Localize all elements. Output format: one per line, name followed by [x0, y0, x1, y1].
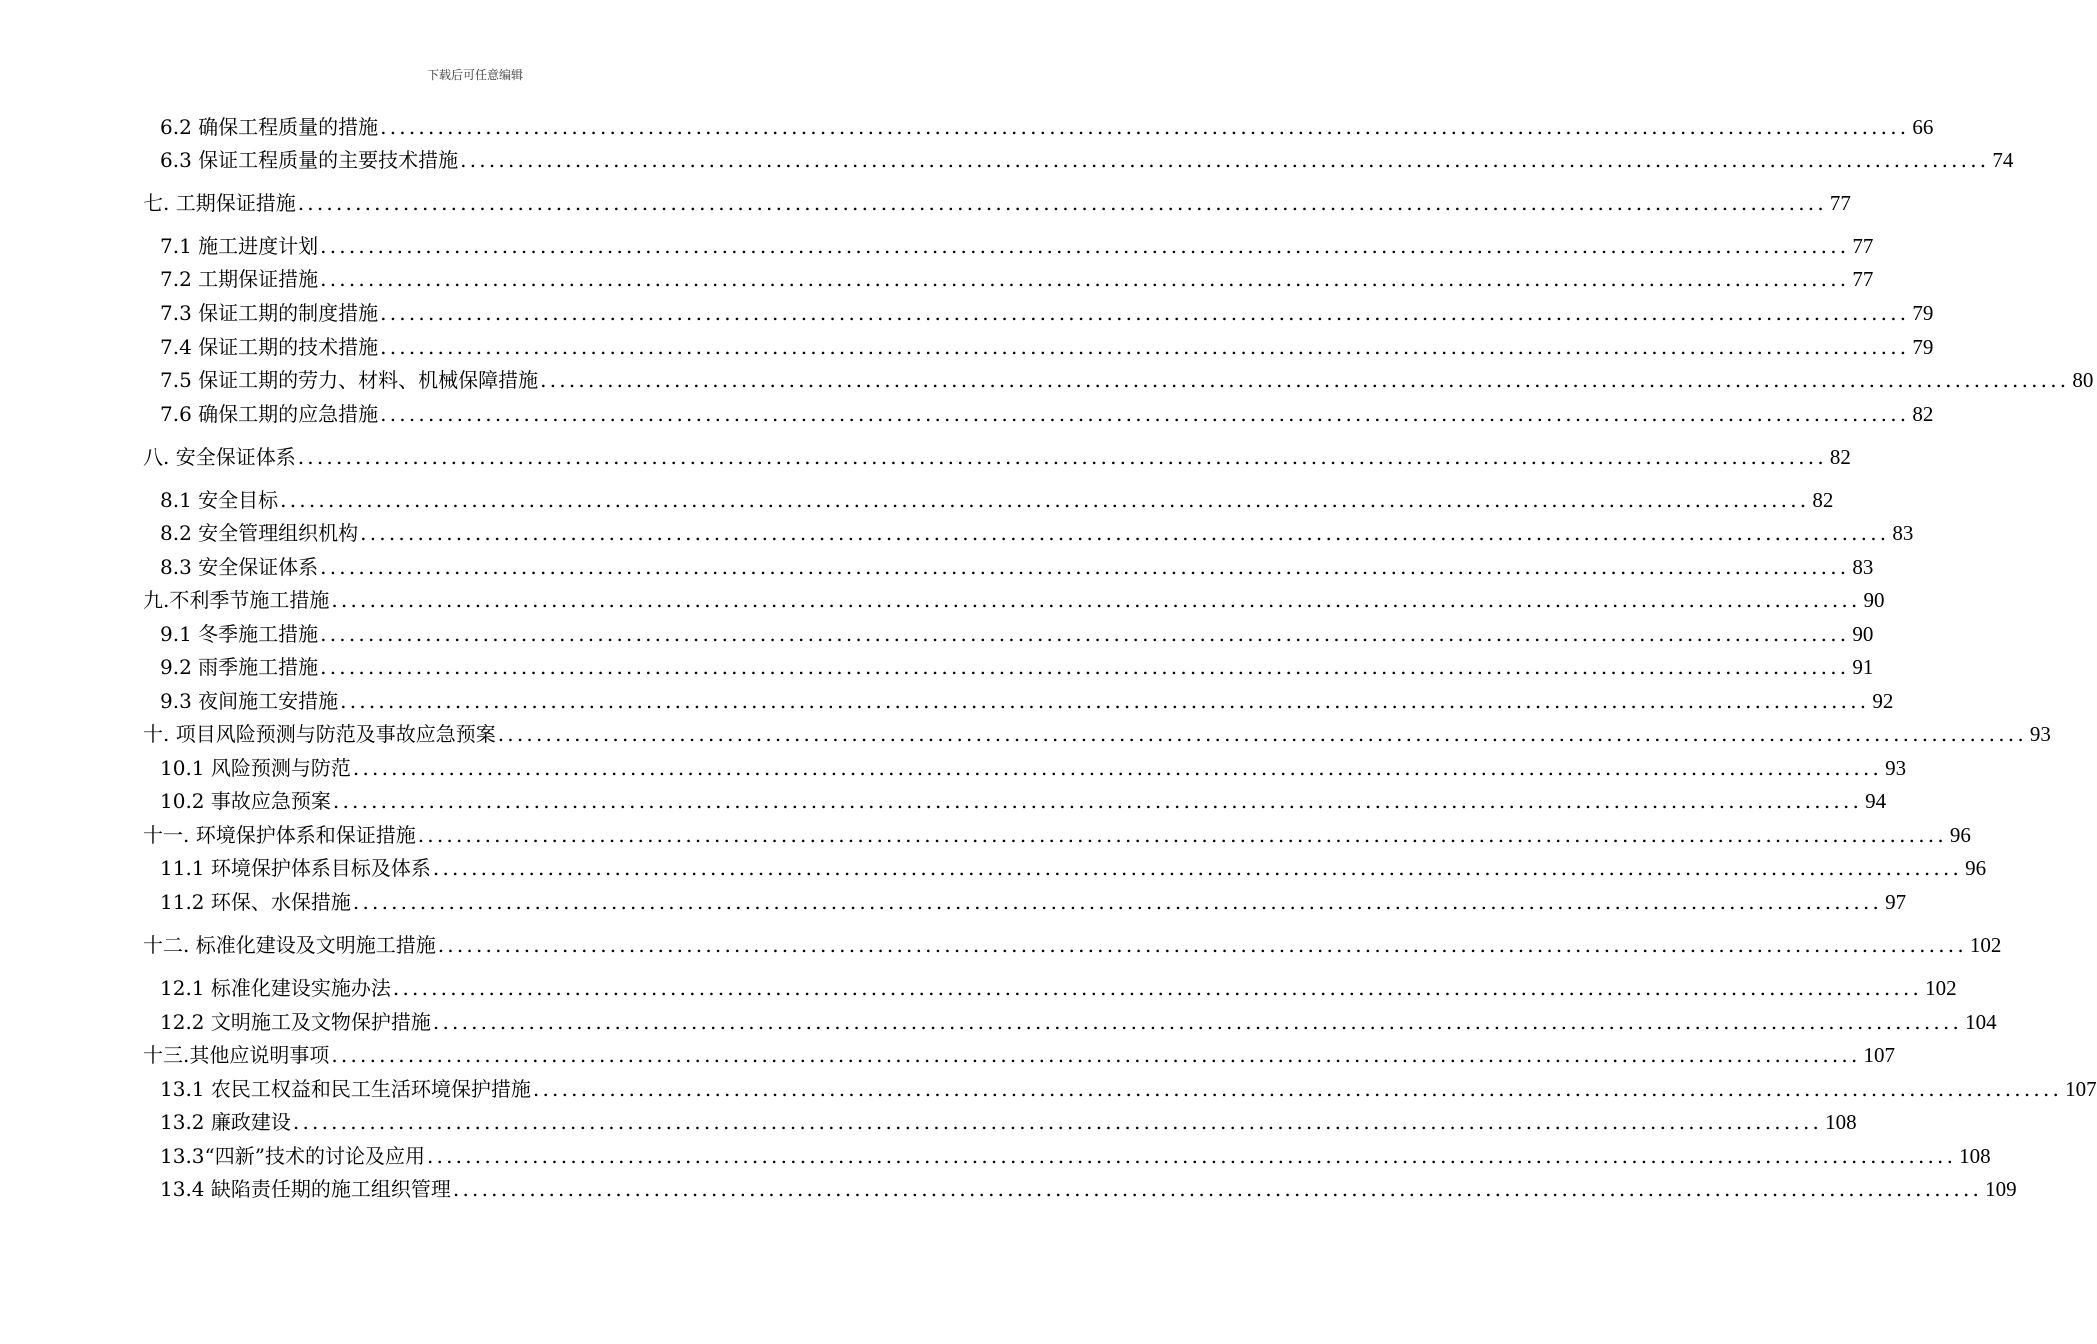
toc-entry[interactable] — [160, 485, 1834, 515]
toc-entry[interactable] — [160, 973, 1957, 1003]
toc-leader-dots: ................................................................................................................................................................ — [332, 789, 1863, 813]
toc-entry-page: 77 — [1852, 234, 1874, 258]
toc-entry-page: 66 — [1912, 115, 1934, 139]
toc-entry-page: 107 — [1863, 1043, 1896, 1067]
toc-entry-page: 82 — [1812, 488, 1834, 512]
toc-leader-dots: ................................................................................................................................................................ — [426, 1144, 1957, 1168]
toc-entry[interactable] — [160, 145, 2014, 175]
toc-leader-dots: ................................................................................................................................................................ — [497, 722, 2027, 746]
toc-entry[interactable] — [160, 786, 1887, 816]
toc-entry-label: 7.6 确保工期的应急措施 — [160, 402, 379, 426]
toc-entry[interactable] — [160, 112, 1934, 142]
toc-leader-dots: ................................................................................................................................................................ — [392, 976, 1923, 1000]
toc-leader-dots: ................................................................................................................................................................ — [280, 488, 1810, 512]
toc-entry[interactable] — [160, 686, 1894, 716]
toc-entry[interactable] — [160, 853, 1987, 883]
toc-leader-dots: ................................................................................................................................................................ — [452, 1177, 1983, 1201]
toc-entry-page: 96 — [1965, 856, 1987, 880]
toc-leader-dots: ................................................................................................................................................................ — [380, 115, 1910, 139]
toc-entry-label: 十二. 标准化建设及文明施工措施 — [143, 933, 436, 957]
toc-leader-dots: ................................................................................................................................................................ — [320, 655, 1850, 679]
toc-leader-dots: ................................................................................................................................................................ — [320, 267, 1850, 291]
toc-entry-label: 13.3“四新”技术的讨论及应用 — [160, 1144, 425, 1168]
toc-entry-label: 7.3 保证工期的制度措施 — [160, 301, 379, 325]
toc-entry-page: 77 — [1852, 267, 1874, 291]
toc-entry[interactable] — [160, 399, 1934, 429]
toc-entry-page: 91 — [1852, 655, 1874, 679]
toc-entry[interactable] — [160, 1007, 1997, 1037]
toc-leader-dots: ................................................................................................................................................................ — [380, 301, 1910, 325]
toc-entry-label: 8.1 安全目标 — [160, 488, 279, 512]
toc-entry[interactable] — [160, 1107, 1857, 1137]
toc-leader-dots: ................................................................................................................................................................ — [340, 689, 1870, 713]
toc-entry-label: 6.2 确保工程质量的措施 — [160, 115, 379, 139]
toc-leader-dots: ................................................................................................................................................................ — [331, 588, 1861, 612]
toc-entry[interactable] — [143, 930, 2002, 960]
toc-leader-dots: ................................................................................................................................................................ — [292, 1110, 1823, 1134]
toc-entry-page: 90 — [1852, 622, 1874, 646]
toc-entry-label: 13.2 廉政建设 — [160, 1110, 291, 1134]
toc-leader-dots: ................................................................................................................................................................ — [380, 402, 1910, 426]
toc-leader-dots: ................................................................................................................................................................ — [380, 335, 1910, 359]
toc-entry-label: 12.1 标准化建设实施办法 — [160, 976, 391, 1000]
toc-entry-page: 108 — [1959, 1144, 1991, 1168]
toc-entry-page: 77 — [1829, 191, 1851, 215]
toc-entry-page: 93 — [1885, 756, 1907, 780]
toc-entry-label: 9.3 夜间施工安措施 — [160, 689, 339, 713]
toc-entry-page: 74 — [1992, 148, 2014, 172]
toc-leader-dots: ................................................................................................................................................................ — [352, 890, 1883, 914]
toc-entry-label: 八. 安全保证体系 — [143, 445, 296, 469]
toc-entry[interactable] — [143, 820, 1971, 850]
toc-leader-dots: ................................................................................................................................................................ — [352, 756, 1883, 780]
toc-leader-dots: ................................................................................................................................................................ — [320, 555, 1850, 579]
toc-entry-label: 9.1 冬季施工措施 — [160, 622, 319, 646]
toc-entry-page: 82 — [1829, 445, 1851, 469]
toc-entry-page: 102 — [1969, 933, 2002, 957]
toc-entry-page: 83 — [1892, 521, 1914, 545]
toc-entry-page: 94 — [1865, 789, 1887, 813]
toc-leader-dots: ................................................................................................................................................................ — [320, 622, 1850, 646]
toc-entry[interactable] — [160, 264, 1874, 294]
toc-entry-label: 9.2 雨季施工措施 — [160, 655, 319, 679]
page-header: 下载后可任意编辑 — [426, 68, 523, 82]
toc-entry[interactable] — [160, 753, 1907, 783]
toc-leader-dots: ................................................................................................................................................................ — [297, 445, 1827, 469]
toc-entry-label: 10.1 风险预测与防范 — [160, 756, 351, 780]
toc-entry-label: 12.2 文明施工及文物保护措施 — [160, 1010, 431, 1034]
toc-entry[interactable] — [160, 1074, 2097, 1104]
toc-entry-label: 7.2 工期保证措施 — [160, 267, 319, 291]
toc-entry-label: 11.1 环境保护体系目标及体系 — [160, 856, 431, 880]
toc-entry[interactable] — [160, 652, 1874, 682]
toc-leader-dots: ................................................................................................................................................................ — [320, 234, 1850, 258]
toc-entry-page: 83 — [1852, 555, 1874, 579]
toc-entry[interactable] — [160, 365, 2094, 395]
toc-leader-dots: ................................................................................................................................................................ — [460, 148, 1990, 172]
toc-entry-label: 10.2 事故应急预案 — [160, 789, 331, 813]
toc-entry-page: 90 — [1863, 588, 1885, 612]
toc-entry[interactable] — [160, 332, 1934, 362]
toc-leader-dots: ................................................................................................................................................................ — [432, 1010, 1963, 1034]
toc-entry-label: 11.2 环保、水保措施 — [160, 890, 351, 914]
toc-leader-dots: ................................................................................................................................................................ — [437, 933, 1967, 957]
toc-entry[interactable] — [143, 442, 1851, 472]
toc-entry[interactable] — [160, 552, 1874, 582]
toc-entry[interactable] — [160, 298, 1934, 328]
toc-entry[interactable] — [160, 231, 1874, 261]
toc-entry[interactable] — [143, 1040, 1896, 1070]
toc-entry-label: 7.5 保证工期的劳力、材料、机械保障措施 — [160, 368, 539, 392]
toc-entry-page: 102 — [1925, 976, 1957, 1000]
toc-leader-dots: ................................................................................................................................................................ — [297, 191, 1827, 215]
toc-entry[interactable] — [143, 188, 1851, 218]
toc-leader-dots: ................................................................................................................................................................ — [417, 823, 1947, 847]
toc-entry-page: 97 — [1885, 890, 1907, 914]
toc-entry-page: 82 — [1912, 402, 1934, 426]
toc-leader-dots: ................................................................................................................................................................ — [540, 368, 2070, 392]
toc-entry-label: 13.1 农民工权益和民工生活环境保护措施 — [160, 1077, 531, 1101]
toc-entry[interactable] — [160, 619, 1874, 649]
toc-entry-page: 109 — [1985, 1177, 2017, 1201]
toc-leader-dots: ................................................................................................................................................................ — [360, 521, 1890, 545]
toc-leader-dots: ................................................................................................................................................................ — [532, 1077, 2063, 1101]
toc-entry-label: 十. 项目风险预测与防范及事故应急预案 — [143, 722, 496, 746]
toc-entry-page: 108 — [1825, 1110, 1857, 1134]
toc-entry-page: 93 — [2029, 722, 2051, 746]
toc-entry-label: 十三.其他应说明事项 — [143, 1043, 330, 1067]
toc-entry-page: 104 — [1965, 1010, 1997, 1034]
toc-entry-page: 107 — [2065, 1077, 2097, 1101]
toc-entry-label: 8.2 安全管理组织机构 — [160, 521, 359, 545]
toc-entry-page: 79 — [1912, 335, 1934, 359]
toc-entry-page: 92 — [1872, 689, 1894, 713]
toc-entry-label: 7.1 施工进度计划 — [160, 234, 319, 258]
toc-entry[interactable] — [143, 585, 1885, 615]
toc-entry[interactable] — [160, 887, 1907, 917]
toc-entry[interactable] — [160, 1141, 1991, 1171]
toc-leader-dots: ................................................................................................................................................................ — [432, 856, 1963, 880]
toc-entry-label: 13.4 缺陷责任期的施工组织管理 — [160, 1177, 451, 1201]
toc-entry[interactable] — [160, 1174, 2017, 1204]
toc-entry[interactable] — [143, 719, 2051, 749]
toc-entry-label: 8.3 安全保证体系 — [160, 555, 319, 579]
toc-entry-label: 7.4 保证工期的技术措施 — [160, 335, 379, 359]
toc-entry-label: 九.不利季节施工措施 — [143, 588, 330, 612]
toc-entry-page: 80 — [2072, 368, 2094, 392]
toc-entry[interactable] — [160, 518, 1914, 548]
toc-entry-label: 6.3 保证工程质量的主要技术措施 — [160, 148, 459, 172]
toc-leader-dots: ................................................................................................................................................................ — [331, 1043, 1861, 1067]
toc-entry-page: 79 — [1912, 301, 1934, 325]
toc-entry-page: 96 — [1949, 823, 1971, 847]
toc-entry-label: 七. 工期保证措施 — [143, 191, 296, 215]
toc-entry-label: 十一. 环境保护体系和保证措施 — [143, 823, 416, 847]
